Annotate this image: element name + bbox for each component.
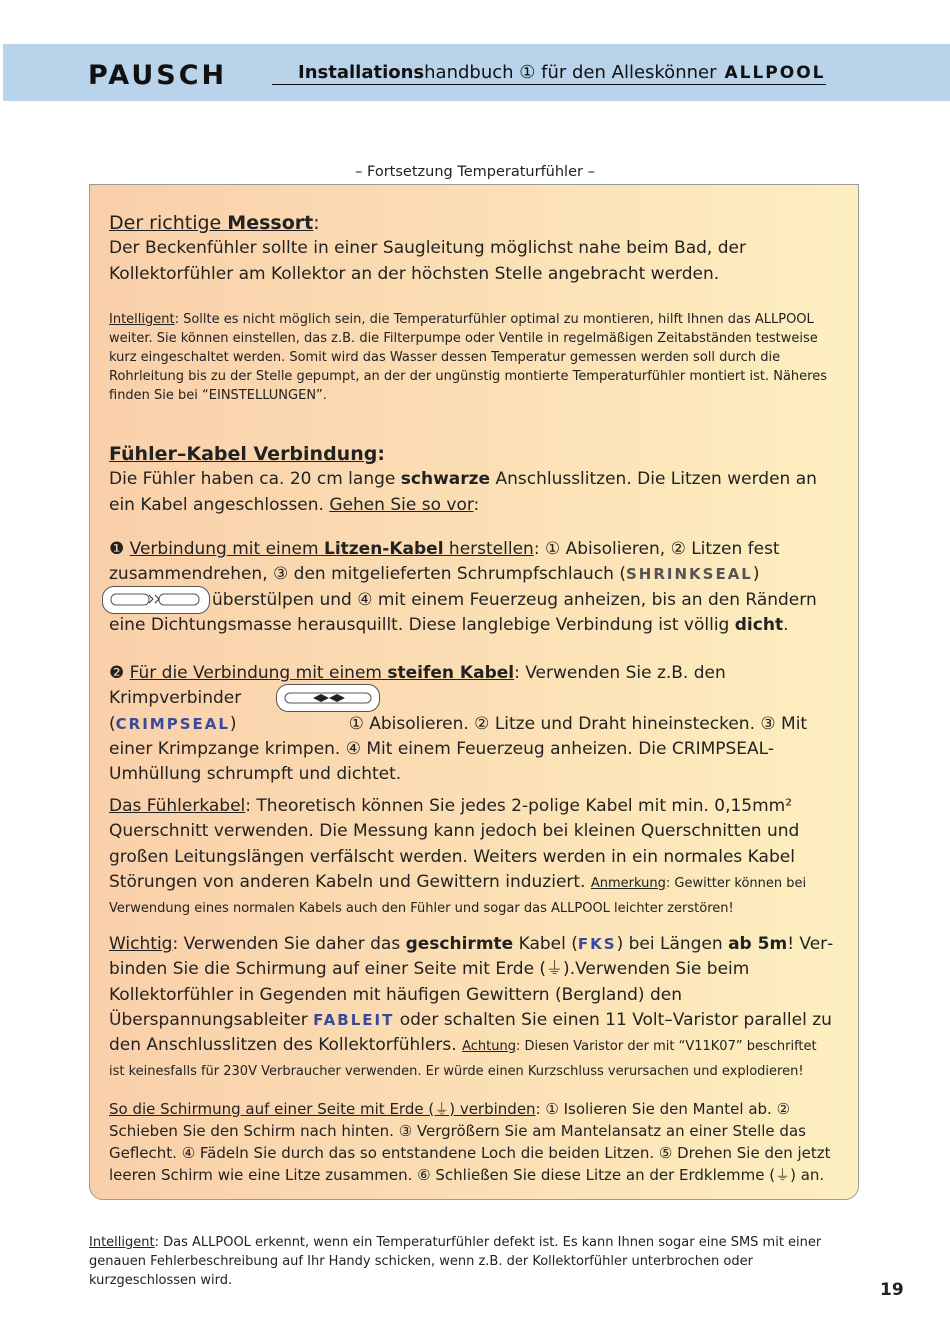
footer-note-text: : Das ALLPOOL erkennt, wenn ein Temperaturfühler defekt ist. Es kann Ihnen sogar eine SMS mit einer genauen Fehlerbeschreibung auf Ihr Handy schicken, wenn z.B. der Kollektorfühler unterbrochen oder kurzgeschlossen wird. bbox=[89, 1235, 822, 1288]
brand-logo: PAUSCH bbox=[88, 60, 228, 91]
wichtig-note-label: Achtung bbox=[462, 1039, 516, 1055]
step-1-marker: ❶ bbox=[109, 539, 125, 559]
intelligent-text: : Sollte es nicht möglich sein, die Temperaturfühler optimal zu montieren, hilft Ihnen das ALLPOOL weiter. Sie können einstellen, das z.B. die Filterpumpe oder Ventile in regelmäßigen Zeitabständen testweise kurz eingeschaltet werden. Somit wird das Wasser dessen Temperatur gemessen werden soll durch die Rohrleitung bis zu der Stelle gepumpt, an der der ungünstig montierte Temperaturfühler montiert ist. Näheres finden Sie bei “EINSTELLUNGEN”. bbox=[109, 312, 828, 403]
header-title-rest: handbuch ① für den Alleskönner bbox=[424, 62, 717, 83]
intelligent-label: Intelligent bbox=[109, 312, 175, 327]
wichtig-note-text: : Diesen Varistor der mit “V11K07” beschriftet ist keinesfalls für 230V Verbraucher verwenden. Er würde einen Kurzschluss verursachen und explodieren! bbox=[109, 1039, 817, 1080]
step-2: ❷ Für die Verbindung mit einem steifen Kabel: Verwenden Sie z.B. den Krimpverbinder (CRIMPSEAL) ① Abisolieren. ② Litze und Draht hineinstecken. ③ Mit einer Krimpzange krimpen. ④ Mit einem Feuerzeug anheizen. Die CRIMPSEAL-Umhüllung schrumpft und dichtet. bbox=[109, 663, 808, 785]
shrinkseal-logo: SHRINKSEAL bbox=[625, 565, 753, 584]
verbindung-section bbox=[109, 442, 834, 518]
verbindung-intro: Die Fühler haben ca. 20 cm lange schwarze Anschlusslitzen. Die Litzen werden an ein Kabel angeschlossen. Gehen Sie so vor: bbox=[109, 469, 817, 515]
fuehlerkabel-text: : Theoretisch können Sie jedes 2-polige Kabel mit min. 0,15mm² Querschnitt verwenden. Die Messung kann jedoch bei kleinen Querschnitten und großen Leitungslängen verfälscht werden. Weiters werden in ein normales Kabel Störungen von anderen Kabeln und Gewittern induziert. bbox=[109, 796, 800, 892]
fks-logo: FKS bbox=[577, 935, 617, 953]
schirmung-text: : ① Isolieren Sie den Mantel ab. ② Schieben Sie den Schirm nach hinten. ③ Vergrößern Sie am Mantelansatz an einer Stelle das Geflecht. ④ Fädeln Sie durch das so entstandene Loch die beiden Litzen. ⑤ Drehen Sie den jetzt leeren Schirm wie eine Litze zusammen. ⑥ Schließen Sie diese Litze an der Erdklemme (⏚) an. bbox=[109, 1100, 831, 1184]
product-logo: ALLPOOL bbox=[724, 63, 826, 83]
crimp-connector-icon bbox=[276, 684, 380, 712]
step-1-title: Verbindung mit einem Litzen-Kabel herstellen bbox=[129, 539, 534, 559]
messort-heading-underlined: Der richtige Messort bbox=[109, 212, 314, 234]
wichtig-section: Wichtig: Verwenden Sie daher das geschirmte Kabel (FKS) bei Längen ab 5m! Verbinden Sie die Schirmung auf einer Seite mit Erde (⏚).Verwenden Sie beim Kollektorfühler in Gegenden mit häufigen Gewittern (Bergland) den Überspannungsableiter FABLEIT oder schalten Sie einen 11 Volt–Varistor parallel zu den Anschlusslitzen des Kollektorfühlers. Achtung: Diesen Varistor der mit “V11K07” beschriftet ist keinesfalls für 230V Verbraucher verwenden. Er würde einen Kurzschluss verursachen und explodieren! bbox=[109, 934, 834, 1080]
fuehlerkabel-section bbox=[109, 794, 834, 920]
fableit-logo: FABLEIT bbox=[313, 1010, 395, 1029]
crimpseal-logo: CRIMPSEAL bbox=[115, 714, 230, 733]
messort-heading: Der richtige Messort: bbox=[109, 212, 320, 234]
schirmung-label: So die Schirmung auf einer Seite mit Erde (⏚) verbinden bbox=[109, 1100, 536, 1118]
fuehlerkabel-note-text: : Gewitter können bei Verwendung eines normalen Kabels auch den Fühler und sogar das ALLPOOL leichter zerstören! bbox=[109, 875, 807, 917]
header-rule bbox=[272, 84, 300, 85]
messort-text: Der Beckenfühler sollte in einer Saugleitung möglichst nahe beim Bad, der Kollektorfühler am Kollektor an der höchsten Stelle angebracht werden. bbox=[109, 238, 746, 284]
header-title bbox=[298, 62, 826, 85]
schirmung-section bbox=[109, 1098, 834, 1186]
footer-note bbox=[89, 1233, 849, 1290]
shrink-tube-icon bbox=[102, 586, 210, 614]
step-2-marker: ❷ bbox=[109, 663, 125, 683]
verbindung-heading: Fühler–Kabel Verbindung: bbox=[109, 443, 385, 465]
messort-section bbox=[109, 211, 834, 287]
continuation-heading: – Fortsetzung Temperaturfühler – bbox=[355, 164, 595, 180]
fuehlerkabel-label: Das Fühlerkabel bbox=[109, 796, 246, 816]
step-2-title: Für die Verbindung mit einem steifen Kabel bbox=[129, 663, 515, 683]
header-title-bold: Installations bbox=[298, 62, 425, 83]
page-number: 19 bbox=[880, 1280, 904, 1300]
wichtig-label: Wichtig bbox=[109, 934, 173, 954]
step-1: ❶ Verbindung mit einem Litzen-Kabel herstellen: ① Abisolieren, ② Litzen fest zusammendrehen, ③ den mitgelieferten Schrumpfschlauch (SHRINKSEAL) überstülpen und ④ mit einem Feuerzeug anheizen, bis an den Rändern eine Dichtungsmasse herausquillt. Diese langlebige Verbindung ist völlig dicht. bbox=[109, 539, 817, 635]
fuehlerkabel-note-label: Anmerkung bbox=[590, 875, 666, 891]
messort-intelligent bbox=[109, 310, 834, 405]
footer-note-label: Intelligent bbox=[89, 1235, 155, 1250]
